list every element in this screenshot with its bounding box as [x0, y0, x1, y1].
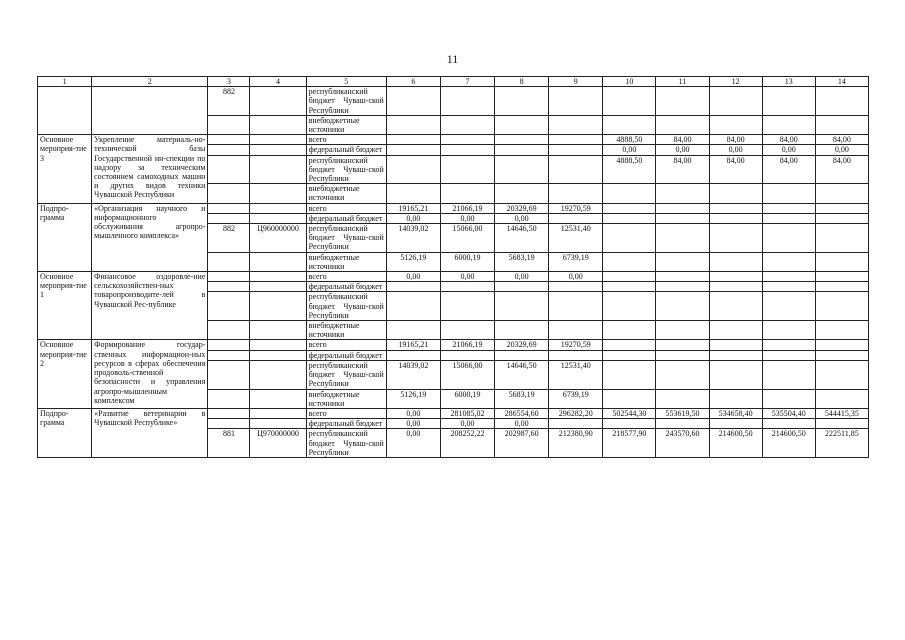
header-cell: 9 — [549, 77, 603, 87]
value-cell: 84,00 — [709, 135, 762, 145]
value-cell — [549, 145, 603, 155]
value-cell — [495, 321, 549, 340]
value-cell — [603, 282, 656, 292]
value-cell — [709, 272, 762, 282]
value-cell — [603, 292, 656, 321]
value-cell: 281085,02 — [440, 408, 494, 418]
value-cell — [603, 321, 656, 340]
value-cell: 5126,19 — [386, 389, 440, 408]
grbs-code-cell — [208, 203, 250, 213]
value-cell: 84,00 — [815, 155, 868, 184]
grbs-code-cell — [208, 213, 250, 223]
value-cell — [603, 272, 656, 282]
value-cell — [815, 115, 868, 134]
funding-source-cell: федеральный бюджет — [306, 419, 386, 429]
grbs-code-cell — [208, 350, 250, 360]
value-cell — [762, 389, 815, 408]
funding-source-cell: республиканский бюджет Чуваш-ской Республики — [306, 87, 386, 116]
value-cell: 544415,35 — [815, 408, 868, 418]
value-cell: 15066,00 — [440, 360, 494, 389]
header-cell: 12 — [709, 77, 762, 87]
value-cell: 20329,69 — [495, 340, 549, 350]
value-cell — [495, 135, 549, 145]
funding-source-cell: республиканский бюджет Чуваш-ской Республики — [306, 292, 386, 321]
value-cell: 0,00 — [815, 145, 868, 155]
header-cell: 1 — [38, 77, 92, 87]
value-cell: 6739,19 — [549, 389, 603, 408]
value-cell — [762, 224, 815, 253]
value-cell — [762, 292, 815, 321]
status-cell: Основное мероприя-тие 1 — [38, 272, 92, 340]
grbs-code-cell — [208, 184, 250, 203]
value-cell — [815, 282, 868, 292]
value-cell — [495, 292, 549, 321]
value-cell: 0,00 — [549, 272, 603, 282]
value-cell — [762, 350, 815, 360]
budget-table — [37, 76, 869, 458]
value-cell: 84,00 — [656, 155, 709, 184]
value-cell: 0,00 — [386, 419, 440, 429]
value-cell — [762, 213, 815, 223]
value-cell: 214600,50 — [709, 429, 762, 458]
value-cell — [709, 389, 762, 408]
value-cell — [603, 203, 656, 213]
value-cell — [656, 213, 709, 223]
funding-source-cell: внебюджетные источники — [306, 321, 386, 340]
value-cell — [656, 252, 709, 271]
event-name-cell: Укрепление материаль-но-технической базы Государственной ин-спекции по надзору за техническим состоянием самоходных машин и других видов техники Чувашской Республики — [92, 135, 208, 203]
grbs-code-cell — [208, 145, 250, 155]
value-cell — [815, 389, 868, 408]
event-name-cell: Финансовое оздоровле-ние сельскохозяйствен-ных товаропроизводите-лей в Чувашской Рес-публике — [92, 272, 208, 340]
value-cell: 0,00 — [440, 419, 494, 429]
value-cell — [656, 350, 709, 360]
value-cell: 0,00 — [656, 145, 709, 155]
value-cell: 4888,50 — [603, 155, 656, 184]
value-cell — [656, 389, 709, 408]
value-cell — [495, 145, 549, 155]
grbs-code-cell — [208, 135, 250, 145]
value-cell — [762, 252, 815, 271]
value-cell: 0,00 — [709, 145, 762, 155]
value-cell — [603, 340, 656, 350]
value-cell: 19270,59 — [549, 203, 603, 213]
target-code-cell — [250, 408, 306, 418]
value-cell — [386, 350, 440, 360]
value-cell: 19165,21 — [386, 340, 440, 350]
target-code-cell — [250, 419, 306, 429]
value-cell — [440, 282, 494, 292]
header-row — [38, 77, 869, 87]
value-cell: 296282,20 — [549, 408, 603, 418]
value-cell: 84,00 — [762, 155, 815, 184]
value-cell — [709, 87, 762, 116]
value-cell: 0,00 — [386, 213, 440, 223]
value-cell — [495, 184, 549, 203]
grbs-code-cell — [208, 389, 250, 408]
value-cell: 84,00 — [709, 155, 762, 184]
value-cell — [603, 360, 656, 389]
value-cell — [549, 321, 603, 340]
funding-source-cell: всего — [306, 408, 386, 418]
event-name-cell: «Развитие ветеринарии в Чувашской Республике» — [92, 408, 208, 457]
funding-source-cell: республиканский бюджет Чуваш-ской Республики — [306, 224, 386, 253]
value-cell: 84,00 — [656, 135, 709, 145]
value-cell — [762, 203, 815, 213]
value-cell — [603, 224, 656, 253]
value-cell — [549, 155, 603, 184]
value-cell — [440, 292, 494, 321]
status-cell: Подпро-грамма — [38, 203, 92, 271]
funding-source-cell: всего — [306, 203, 386, 213]
grbs-code-cell — [208, 340, 250, 350]
value-cell: 21066,19 — [440, 340, 494, 350]
target-code-cell — [250, 252, 306, 271]
value-cell — [495, 115, 549, 134]
value-cell: 218577,90 — [603, 429, 656, 458]
value-cell — [709, 360, 762, 389]
value-cell — [549, 135, 603, 145]
target-code-cell: Ц970000000 — [250, 429, 306, 458]
value-cell — [656, 115, 709, 134]
value-cell — [656, 87, 709, 116]
grbs-code-cell — [208, 115, 250, 134]
value-cell — [709, 224, 762, 253]
header-cell: 5 — [306, 77, 386, 87]
value-cell — [440, 321, 494, 340]
value-cell: 286554,60 — [495, 408, 549, 418]
value-cell: 15066,00 — [440, 224, 494, 253]
value-cell: 14039,02 — [386, 224, 440, 253]
value-cell — [549, 419, 603, 429]
target-code-cell — [250, 203, 306, 213]
header-cell: 11 — [656, 77, 709, 87]
value-cell — [815, 419, 868, 429]
value-cell: 0,00 — [386, 429, 440, 458]
value-cell: 214600,50 — [762, 429, 815, 458]
value-cell — [440, 145, 494, 155]
header-cell: 3 — [208, 77, 250, 87]
value-cell — [386, 145, 440, 155]
value-cell: 502544,30 — [603, 408, 656, 418]
header-cell: 13 — [762, 77, 815, 87]
value-cell — [386, 321, 440, 340]
value-cell — [815, 184, 868, 203]
target-code-cell — [250, 350, 306, 360]
value-cell: 243570,60 — [656, 429, 709, 458]
value-cell — [815, 252, 868, 271]
target-code-cell — [250, 87, 306, 116]
value-cell — [603, 213, 656, 223]
value-cell: 0,00 — [495, 272, 549, 282]
target-code-cell — [250, 184, 306, 203]
funding-source-cell: республиканский бюджет Чуваш-ской Республики — [306, 155, 386, 184]
value-cell — [549, 282, 603, 292]
value-cell: 84,00 — [762, 135, 815, 145]
value-cell — [549, 87, 603, 116]
value-cell — [549, 184, 603, 203]
event-name-cell: «Организация научного и информационного обслуживания агропро-мышленного комплекса» — [92, 203, 208, 271]
value-cell — [709, 419, 762, 429]
value-cell — [495, 87, 549, 116]
event-name-cell: Формирование государ-ственных информацион-ных ресурсов в сферах обеспечения продоволь-ственной безопасности и управления агропро-мышленным комплексом — [92, 340, 208, 408]
value-cell — [815, 292, 868, 321]
table-row — [38, 408, 869, 418]
value-cell — [440, 87, 494, 116]
value-cell — [762, 272, 815, 282]
header-cell: 14 — [815, 77, 868, 87]
value-cell: 535504,40 — [762, 408, 815, 418]
value-cell — [762, 321, 815, 340]
header-cell: 8 — [495, 77, 549, 87]
value-cell — [656, 272, 709, 282]
header-cell: 2 — [92, 77, 208, 87]
value-cell — [386, 155, 440, 184]
grbs-code-cell — [208, 272, 250, 282]
target-code-cell — [250, 115, 306, 134]
value-cell — [762, 87, 815, 116]
table-row — [38, 87, 869, 116]
value-cell: 6000,19 — [440, 252, 494, 271]
value-cell — [815, 321, 868, 340]
value-cell — [603, 184, 656, 203]
header-cell: 6 — [386, 77, 440, 87]
value-cell — [656, 340, 709, 350]
value-cell: 0,00 — [495, 419, 549, 429]
header-cell: 7 — [440, 77, 494, 87]
value-cell — [440, 155, 494, 184]
value-cell — [549, 350, 603, 360]
grbs-code-cell — [208, 360, 250, 389]
header-cell: 4 — [250, 77, 306, 87]
value-cell: 14646,50 — [495, 360, 549, 389]
value-cell: 6000,19 — [440, 389, 494, 408]
value-cell — [656, 292, 709, 321]
value-cell: 553619,50 — [656, 408, 709, 418]
target-code-cell — [250, 360, 306, 389]
value-cell: 0,00 — [762, 145, 815, 155]
value-cell — [549, 292, 603, 321]
value-cell — [762, 419, 815, 429]
value-cell — [762, 282, 815, 292]
value-cell — [815, 360, 868, 389]
target-code-cell — [250, 213, 306, 223]
value-cell — [656, 184, 709, 203]
value-cell — [709, 292, 762, 321]
value-cell: 0,00 — [386, 272, 440, 282]
value-cell: 12531,40 — [549, 360, 603, 389]
value-cell: 0,00 — [386, 408, 440, 418]
target-code-cell — [250, 155, 306, 184]
funding-source-cell: федеральный бюджет — [306, 350, 386, 360]
value-cell — [495, 282, 549, 292]
value-cell — [440, 135, 494, 145]
value-cell: 5126,19 — [386, 252, 440, 271]
status-cell — [38, 87, 92, 135]
value-cell — [440, 350, 494, 360]
grbs-code-cell: 881 — [208, 429, 250, 458]
page-number: 11 — [446, 52, 459, 66]
value-cell — [386, 184, 440, 203]
value-cell — [762, 184, 815, 203]
grbs-code-cell — [208, 419, 250, 429]
value-cell — [709, 115, 762, 134]
funding-source-cell: федеральный бюджет — [306, 145, 386, 155]
value-cell: 14039,02 — [386, 360, 440, 389]
value-cell — [656, 203, 709, 213]
value-cell: 84,00 — [815, 135, 868, 145]
value-cell — [815, 213, 868, 223]
value-cell — [762, 340, 815, 350]
table-row — [38, 272, 869, 282]
value-cell — [709, 321, 762, 340]
status-cell: Подпро-грамма — [38, 408, 92, 457]
value-cell — [815, 272, 868, 282]
value-cell — [709, 252, 762, 271]
value-cell — [656, 360, 709, 389]
value-cell: 212380,90 — [549, 429, 603, 458]
grbs-code-cell — [208, 282, 250, 292]
value-cell — [709, 213, 762, 223]
value-cell — [603, 389, 656, 408]
funding-source-cell: внебюджетные источники — [306, 252, 386, 271]
value-cell — [762, 360, 815, 389]
target-code-cell — [250, 340, 306, 350]
target-code-cell: Ц960000000 — [250, 224, 306, 253]
value-cell — [815, 87, 868, 116]
value-cell — [603, 252, 656, 271]
value-cell: 0,00 — [440, 272, 494, 282]
header-cell: 10 — [603, 77, 656, 87]
table-row — [38, 340, 869, 350]
target-code-cell — [250, 389, 306, 408]
target-code-cell — [250, 282, 306, 292]
status-cell: Основное мероприя-тие 2 — [38, 340, 92, 408]
value-cell: 20329,69 — [495, 203, 549, 213]
value-cell — [709, 184, 762, 203]
value-cell: 202987,60 — [495, 429, 549, 458]
funding-source-cell: всего — [306, 340, 386, 350]
target-code-cell — [250, 292, 306, 321]
grbs-code-cell: 882 — [208, 224, 250, 253]
funding-source-cell: внебюджетные источники — [306, 389, 386, 408]
value-cell: 208252,22 — [440, 429, 494, 458]
value-cell — [386, 135, 440, 145]
grbs-code-cell — [208, 408, 250, 418]
value-cell: 19270,59 — [549, 340, 603, 350]
table-row — [38, 135, 869, 145]
value-cell: 14646,50 — [495, 224, 549, 253]
funding-source-cell: федеральный бюджет — [306, 282, 386, 292]
value-cell: 19165,21 — [386, 203, 440, 213]
value-cell — [386, 292, 440, 321]
status-cell: Основное мероприя-тие 3 — [38, 135, 92, 203]
value-cell: 6739,19 — [549, 252, 603, 271]
value-cell: 4888,50 — [603, 135, 656, 145]
funding-source-cell: республиканский бюджет Чуваш-ской Республики — [306, 429, 386, 458]
value-cell: 5683,19 — [495, 389, 549, 408]
value-cell — [603, 419, 656, 429]
value-cell — [495, 350, 549, 360]
value-cell — [656, 419, 709, 429]
value-cell — [386, 87, 440, 116]
value-cell: 222511,85 — [815, 429, 868, 458]
grbs-code-cell — [208, 252, 250, 271]
value-cell — [656, 224, 709, 253]
value-cell — [656, 282, 709, 292]
funding-source-cell: всего — [306, 272, 386, 282]
value-cell — [386, 115, 440, 134]
value-cell: 0,00 — [603, 145, 656, 155]
value-cell: 21066,19 — [440, 203, 494, 213]
target-code-cell — [250, 135, 306, 145]
grbs-code-cell: 882 — [208, 87, 250, 116]
target-code-cell — [250, 321, 306, 340]
grbs-code-cell — [208, 321, 250, 340]
value-cell — [815, 350, 868, 360]
value-cell — [709, 350, 762, 360]
value-cell — [709, 203, 762, 213]
value-cell — [386, 282, 440, 292]
value-cell — [495, 155, 549, 184]
target-code-cell — [250, 272, 306, 282]
funding-source-cell: республиканский бюджет Чуваш-ской Республики — [306, 360, 386, 389]
value-cell: 534658,40 — [709, 408, 762, 418]
value-cell — [549, 115, 603, 134]
value-cell — [603, 350, 656, 360]
target-code-cell — [250, 145, 306, 155]
value-cell — [603, 87, 656, 116]
value-cell — [762, 115, 815, 134]
value-cell: 0,00 — [440, 213, 494, 223]
funding-source-cell: федеральный бюджет — [306, 213, 386, 223]
value-cell — [709, 340, 762, 350]
funding-source-cell: всего — [306, 135, 386, 145]
value-cell: 0,00 — [495, 213, 549, 223]
value-cell — [656, 321, 709, 340]
value-cell — [440, 184, 494, 203]
funding-source-cell: внебюджетные источники — [306, 184, 386, 203]
event-name-cell — [92, 87, 208, 135]
value-cell — [815, 224, 868, 253]
value-cell — [815, 203, 868, 213]
value-cell: 12531,40 — [549, 224, 603, 253]
funding-source-cell: внебюджетные источники — [306, 115, 386, 134]
table-row — [38, 203, 869, 213]
value-cell — [603, 115, 656, 134]
value-cell — [815, 340, 868, 350]
value-cell: 5683,19 — [495, 252, 549, 271]
grbs-code-cell — [208, 155, 250, 184]
grbs-code-cell — [208, 292, 250, 321]
value-cell — [440, 115, 494, 134]
value-cell — [709, 282, 762, 292]
value-cell — [549, 213, 603, 223]
